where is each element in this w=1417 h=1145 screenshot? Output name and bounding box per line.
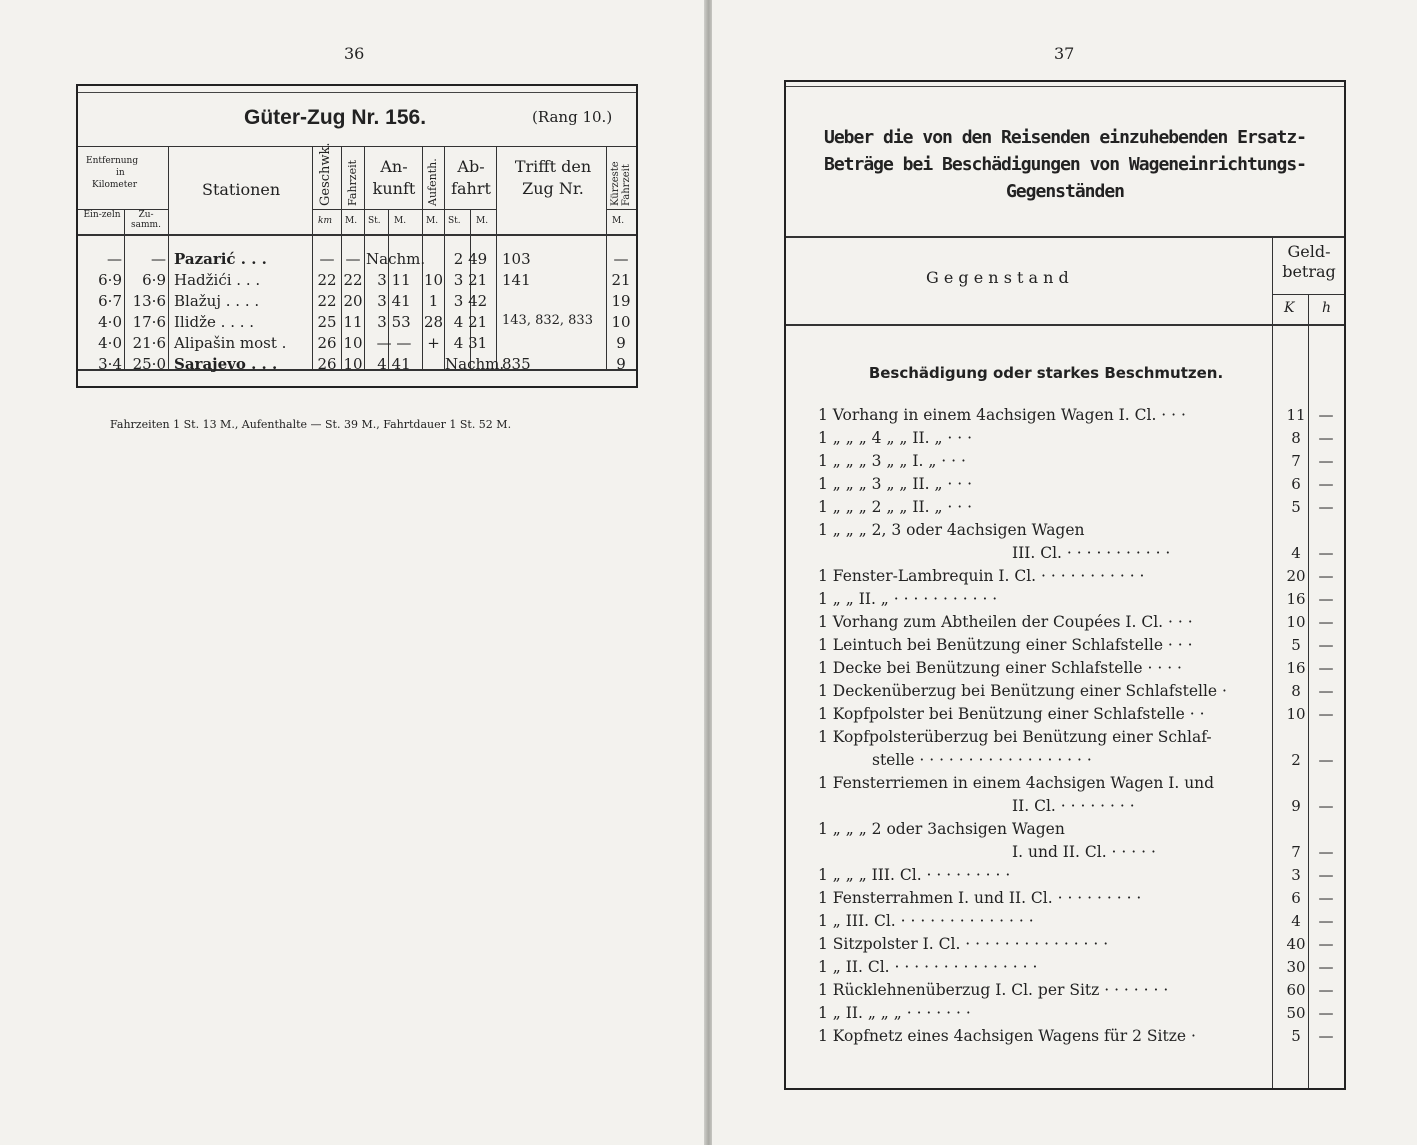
unit-m-fahrzeit: M. (345, 216, 358, 226)
timetable-cell-geschw: 22 (317, 292, 337, 310)
fee-amount-h: — (1318, 866, 1334, 884)
timetable-cell-aufenth: 10 (423, 271, 444, 289)
fee-item: 1 Kopfnetz eines 4achsigen Wagens für 2 Sitze · (818, 1027, 1196, 1045)
section-heading: Beschädigung oder starkes Beschmutzen. (868, 364, 1224, 382)
damage-fee-table (784, 80, 1346, 1090)
timetable-cell-aufenth: 1 (428, 292, 439, 310)
timetable-cell-fahrzeit: 10 (343, 355, 363, 373)
fee-amount-h: — (1318, 1027, 1334, 1045)
fee-amount-h: — (1318, 475, 1334, 493)
fee-item-continuation: I. und II. Cl. · · · · · (1012, 843, 1156, 861)
fee-amount-h: — (1318, 498, 1334, 516)
timetable-cell-ankunft: — — (376, 334, 412, 352)
fee-amount-k: 8 (1291, 682, 1301, 700)
right-page-number: 37 (1054, 44, 1075, 63)
timetable-cell-fahrzeit: 10 (343, 334, 363, 352)
fee-item: 1 Vorhang zum Abtheilen der Coupées I. Cl. · · · (818, 613, 1193, 631)
timetable-cell-aufenth: 28 (423, 313, 444, 331)
timetable-cell-abfahrt: 3 42 (453, 292, 488, 310)
header-ankunft: An-kunft (372, 157, 416, 198)
fee-item-continuation: III. Cl. · · · · · · · · · · · (1012, 544, 1171, 562)
timetable-cell-station: Sarajevo . . . (174, 355, 278, 373)
fee-amount-h: — (1318, 981, 1334, 999)
timetable-cell-zusammen: 17·6 (132, 313, 166, 331)
fee-amount-h: — (1318, 567, 1334, 585)
timetable-cell-ankunft: 4 41 (377, 355, 411, 373)
fee-amount-h: — (1318, 958, 1334, 976)
fee-item: 1 Fensterriemen in einem 4achsigen Wagen I. und (818, 774, 1215, 792)
left-page (0, 0, 705, 1145)
fee-item: 1 Sitzpolster I. Cl. · · · · · · · · · · · · · · · (818, 935, 1109, 953)
unit-m-abfahrt: M. (476, 216, 489, 226)
fee-item: 1 Kopfpolsterüberzug bei Benützung einer Schlaf- (818, 728, 1212, 746)
fee-item: 1 „ „ „ 3 „ „ II. „ · · · (818, 475, 973, 493)
timetable-cell-abfahrt: 3 21 (453, 271, 488, 289)
fee-item: 1 Kopfpolster bei Benützung einer Schlafstelle · · (818, 705, 1205, 723)
fee-amount-h: — (1318, 590, 1334, 608)
unit-m-kuerzeste: M. (612, 216, 625, 226)
timetable-cell-kuerzeste: 9 (616, 334, 626, 352)
fee-amount-h: — (1318, 636, 1334, 654)
fee-amount-k: 4 (1291, 544, 1301, 562)
unit-m-aufenth: M. (426, 216, 439, 226)
train-rank: (Rang 10.) (532, 108, 613, 126)
fee-amount-k: 11 (1286, 406, 1306, 424)
timetable-cell-zusammen: 25·0 (132, 355, 166, 373)
timetable-cell-kuerzeste: 21 (611, 271, 631, 289)
header-geschwk: Geschwk. (318, 142, 333, 206)
fee-item: 1 „ „ „ 2 oder 3achsigen Wagen (818, 820, 1065, 838)
fee-item: 1 „ „ „ III. Cl. · · · · · · · · · (818, 866, 1011, 884)
fee-amount-h: — (1318, 889, 1334, 907)
timetable-cell-geschw: 26 (317, 355, 337, 373)
fee-amount-k: 20 (1286, 567, 1306, 585)
fee-amount-k: 5 (1291, 1027, 1301, 1045)
timetable-cell-ankunft: Nachm. (366, 250, 426, 268)
timetable-cell-kuerzeste: 19 (611, 292, 631, 310)
timetable-cell-zusammen: 21·6 (132, 334, 166, 352)
fee-amount-h: — (1318, 613, 1334, 631)
timetable-footer: Fahrzeiten 1 St. 13 M., Aufenthalte — St. 39 M., Fahrtdauer 1 St. 52 M. (110, 418, 512, 431)
fee-amount-k: 5 (1291, 498, 1301, 516)
timetable-cell-station: Ilidže . . . . (174, 313, 255, 331)
timetable-cell-fahrzeit: 22 (343, 271, 363, 289)
header-in: in (116, 168, 125, 178)
right-page (712, 0, 1417, 1145)
timetable-cell-trifft: 141 (502, 271, 531, 289)
header-geld: Geld- (1287, 242, 1331, 261)
header-entfernung: Entfernung (86, 156, 139, 166)
timetable-cell-einzeln: 4·0 (98, 334, 122, 352)
fee-item: 1 „ II. „ „ „ · · · · · · · (818, 1004, 971, 1022)
header-zusammen: Zu-samm. (131, 210, 161, 230)
header-einzeln: Ein-zeln (83, 210, 121, 220)
header-trifft: Trifft den Zug Nr. (514, 157, 592, 198)
timetable-cell-geschw: — (319, 250, 335, 268)
timetable (76, 84, 638, 388)
timetable-cell-geschw: 26 (317, 334, 337, 352)
header-k: K (1284, 300, 1295, 316)
fee-amount-h: — (1318, 452, 1334, 470)
header-abfahrt: Ab-fahrt (451, 157, 491, 198)
fee-amount-k: 10 (1286, 613, 1306, 631)
left-page-number: 36 (344, 44, 365, 63)
header-kuerzeste: Kürzeste Fahrzeit (610, 161, 632, 206)
fee-amount-h: — (1318, 682, 1334, 700)
timetable-cell-kuerzeste: 9 (616, 355, 626, 373)
timetable-cell-abfahrt: 4 31 (453, 334, 488, 352)
fee-amount-k: 3 (1291, 866, 1301, 884)
fee-item: 1 Rücklehnenüberzug I. Cl. per Sitz · · · · · · · (818, 981, 1169, 999)
fee-item: 1 „ „ II. „ · · · · · · · · · · · (818, 590, 998, 608)
timetable-cell-station: Alipašin most . (174, 334, 287, 352)
header-gegenstand: G e g e n s t a n d (926, 268, 1069, 287)
timetable-cell-geschw: 25 (317, 313, 337, 331)
fee-amount-k: 4 (1291, 912, 1301, 930)
unit-m-ankunft: M. (394, 216, 407, 226)
fee-amount-h: — (1318, 544, 1334, 562)
fee-amount-k: 40 (1286, 935, 1306, 953)
unit-km: km (318, 216, 332, 226)
train-title: Güter-Zug Nr. 156. (244, 106, 427, 129)
fee-amount-h: — (1318, 912, 1334, 930)
timetable-cell-kuerzeste: — (613, 250, 629, 268)
fee-amount-h: — (1318, 751, 1334, 769)
fee-amount-h: — (1318, 843, 1334, 861)
fee-item-continuation: II. Cl. · · · · · · · · (1012, 797, 1135, 815)
timetable-cell-zusammen: 13·6 (132, 292, 166, 310)
fee-amount-h: — (1318, 935, 1334, 953)
fee-item: 1 Leintuch bei Benützung einer Schlafstelle · · · (818, 636, 1193, 654)
fee-item: 1 Fenster-Lambrequin I. Cl. · · · · · · · · · · · (818, 567, 1145, 585)
header-aufenth: Aufenth. (426, 158, 439, 206)
header-h: h (1322, 300, 1332, 316)
timetable-cell-aufenth: + (427, 334, 440, 352)
fee-amount-k: 5 (1291, 636, 1301, 654)
header-fahrzeit: Fahrzeit (346, 159, 359, 206)
fee-item: 1 „ II. Cl. · · · · · · · · · · · · · · · (818, 958, 1038, 976)
fee-amount-k: 10 (1286, 705, 1306, 723)
fee-amount-k: 6 (1291, 475, 1301, 493)
fee-amount-k: 16 (1286, 590, 1306, 608)
header-stationen: Stationen (202, 180, 281, 199)
fee-amount-k: 50 (1286, 1004, 1306, 1022)
fee-amount-h: — (1318, 1004, 1334, 1022)
header-kilometer: Kilometer (92, 180, 138, 190)
timetable-cell-zusammen: — (151, 250, 166, 268)
timetable-cell-station: Hadžići . . . (174, 271, 261, 289)
fee-item: 1 „ „ „ 2, 3 oder 4achsigen Wagen (818, 521, 1085, 539)
timetable-cell-einzeln: 3·4 (98, 355, 122, 373)
timetable-cell-fahrzeit: — (345, 250, 361, 268)
fee-item: 1 „ „ „ 3 „ „ I. „ · · · (818, 452, 966, 470)
header-betrag: betrag (1282, 262, 1336, 281)
timetable-cell-geschw: 22 (317, 271, 337, 289)
fee-amount-h: — (1318, 797, 1334, 815)
fee-item: 1 „ „ „ 2 „ „ II. „ · · · (818, 498, 973, 516)
timetable-cell-einzeln: — (107, 250, 122, 268)
fee-item: 1 „ III. Cl. · · · · · · · · · · · · · · (818, 912, 1034, 930)
timetable-cell-trifft: 143, 832, 833 (502, 313, 593, 328)
fee-amount-h: — (1318, 705, 1334, 723)
fee-item: 1 Deckenüberzug bei Benützung einer Schlafstelle · (818, 682, 1227, 700)
timetable-cell-ankunft: 3 41 (377, 292, 411, 310)
timetable-cell-einzeln: 6·7 (98, 292, 122, 310)
fee-amount-h: — (1318, 659, 1334, 677)
timetable-cell-kuerzeste: 10 (611, 313, 631, 331)
timetable-cell-fahrzeit: 11 (343, 313, 363, 331)
fee-amount-k: 7 (1291, 452, 1301, 470)
timetable-cell-einzeln: 4·0 (98, 313, 122, 331)
unit-st-ankunft: St. (368, 216, 381, 226)
fee-amount-k: 60 (1286, 981, 1306, 999)
fee-amount-k: 7 (1291, 843, 1301, 861)
timetable-cell-zusammen: 6·9 (142, 271, 166, 289)
fee-item-continuation: stelle · · · · · · · · · · · · · · · · · · (872, 751, 1092, 769)
fee-amount-h: — (1318, 406, 1334, 424)
fee-amount-k: 2 (1291, 751, 1301, 769)
fee-amount-k: 8 (1291, 429, 1301, 447)
fee-amount-h: — (1318, 429, 1334, 447)
timetable-cell-station: Pazarić . . . (174, 250, 267, 268)
unit-st-abfahrt: St. (448, 216, 461, 226)
fee-item: 1 Vorhang in einem 4achsigen Wagen I. Cl. · · · (818, 406, 1186, 424)
timetable-cell-abfahrt: 2 49 (453, 250, 488, 268)
fee-amount-k: 16 (1286, 659, 1306, 677)
fee-item: 1 Decke bei Benützung einer Schlafstelle · · · · (818, 659, 1182, 677)
timetable-cell-fahrzeit: 20 (343, 292, 363, 310)
timetable-cell-trifft: 835 (502, 355, 531, 373)
fee-item: 1 Fensterrahmen I. und II. Cl. · · · · · · · · · (818, 889, 1142, 907)
timetable-cell-ankunft: 3 53 (377, 313, 411, 331)
timetable-cell-ankunft: 3 11 (377, 271, 411, 289)
fee-amount-k: 6 (1291, 889, 1301, 907)
fee-table-title: Ueber die von den Reisenden einzuhebenden Ersatz- Beträge bei Beschädigungen von Wageneinrichtungs- Gegenständen (823, 127, 1306, 202)
timetable-cell-abfahrt: 4 21 (453, 313, 488, 331)
timetable-cell-abfahrt: Nachm. (445, 355, 505, 373)
timetable-cell-station: Blažuj . . . . (174, 292, 260, 310)
timetable-cell-trifft: 103 (502, 250, 531, 268)
fee-item: 1 „ „ „ 4 „ „ II. „ · · · (818, 429, 973, 447)
fee-amount-k: 30 (1286, 958, 1306, 976)
fee-amount-k: 9 (1291, 797, 1301, 815)
timetable-cell-einzeln: 6·9 (98, 271, 122, 289)
